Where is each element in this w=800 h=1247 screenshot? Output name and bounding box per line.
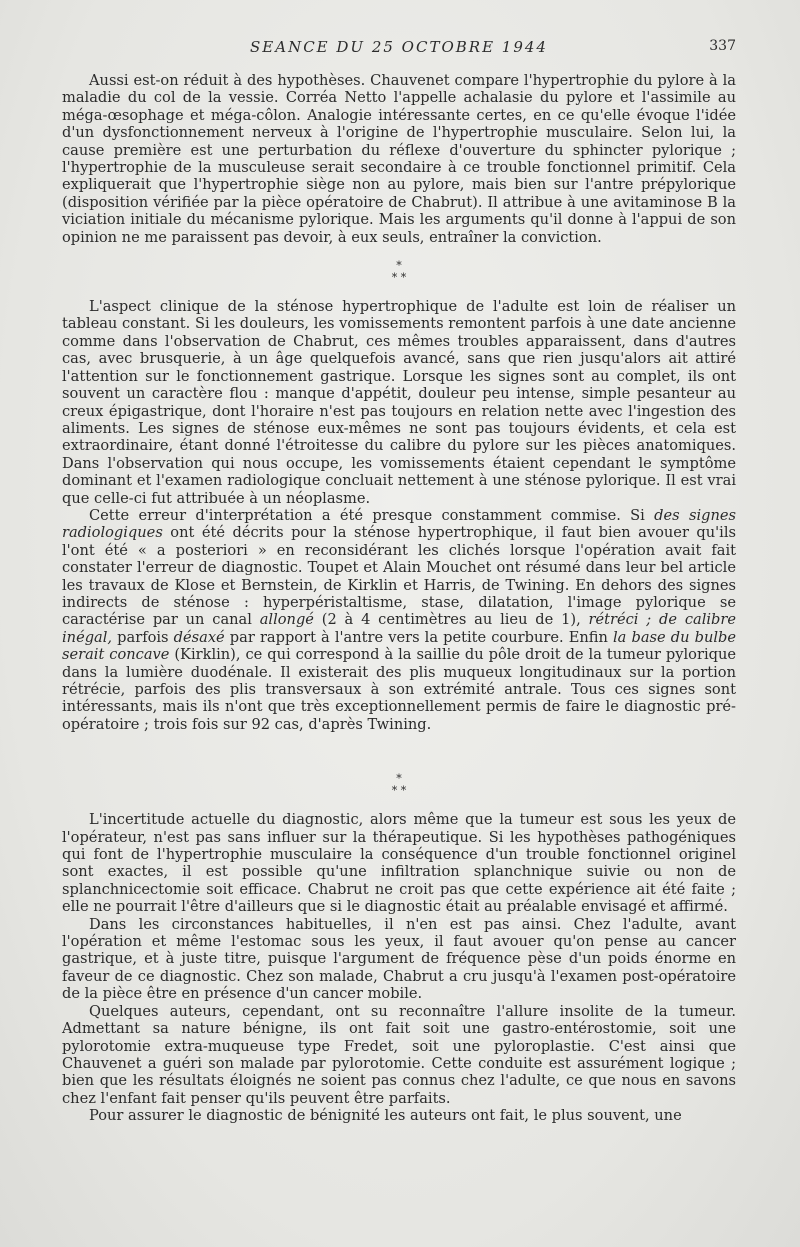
emphasis: rétréci ; de calibre inégal, bbox=[62, 611, 736, 646]
emphasis: la base du bulbe serait concave bbox=[62, 628, 736, 664]
text-run: par rapport à l'antre vers la petite courbure. Enfin bbox=[224, 628, 613, 646]
emphasis: allongé bbox=[259, 611, 314, 629]
paragraph: Quelques auteurs, cependant, ont su reconnaître l'allure insolite de la tumeur. Admettant sa nature bénigne, ils ont fait soit une gastro-entérostomie, soit une pylorotomie extra-muqueuse type Fredet, soit une pyloroplastie. C'est ainsi que Chauvenet a guéri son malade par pylorotomie. Cette conduite est assurément logique ; bien que les résultats éloignés ne soient pas connus chez l'adulte, ce que nous en savons chez l'enfant fait penser qu'ils peuvent être parfaits. bbox=[62, 1002, 736, 1107]
running-title: SEANCE DU 25 OCTOBRE 1944 bbox=[250, 38, 548, 56]
page-header bbox=[62, 38, 736, 60]
section-separator bbox=[62, 773, 736, 797]
paragraph: Pour assurer le diagnostic de bénignité les auteurs ont fait, le plus souvent, une bbox=[89, 1107, 682, 1125]
separator-stars: * * bbox=[391, 271, 407, 285]
paragraph: Aussi est-on réduit à des hypothèses. Chauvenet compare l'hypertrophie du pylore à la maladie du col de la vessie. Corréa Netto l'appelle achalasie du pylore et l'assimile au méga-œsophage et méga-côlon. Analogie intéressante certes, en ce qu'elle évoque l'idée d'un dysfonctionnement nerveux à l'origine de l'hypertrophie musculaire. Selon lui, la cause première est une perturbation du réflexe d'ouverture du sphincter pylorique ; l'hypertrophie de la musculeuse serait secondaire à ce trouble fonctionnel primitif. Cela expliquerait que l'hypertrophie siège non au pylore, mais bien sur l'antre prépylorique (disposition vérifiée par la pièce opératoire de Chabrut). Il attribue à une avitaminose B la viciation initiale du mécanisme pylorique. Mais les arguments qu'il donne à l'appui de son opinion ne me paraissent pas devoir, à eux seuls, entraîner la conviction. bbox=[62, 72, 736, 246]
paragraph bbox=[62, 507, 736, 733]
body-text bbox=[62, 72, 736, 1125]
emphasis: désaxé bbox=[173, 628, 225, 646]
text-run: (Kirklin), ce qui correspond à la saillie du pôle droit de la tumeur pylorique dans la lumière duodénale. Il existerait des plis muqueux longitudinaux sur la portion rétrécie, parfois des plis transversaux à son extrémité antrale. Tous ces signes sont intéressants, mais ils n'ont que très exceptionnellement permis de faire le diagnostic pré-opératoire ; trois fois sur 92 cas, d'après Twining. bbox=[62, 646, 736, 733]
paragraph: Dans les circonstances habituelles, il n'en est pas ainsi. Chez l'adulte, avant l'opération et même l'estomac sous les yeux, il faut avouer qu'on pense au cancer gastrique, et à juste titre, puisque l'argument de fréquence pèse d'un poids énorme en faveur de ce diagnostic. Chez son malade, Chabrut a cru jusqu'à l'examen post-opératoire de la pièce être en présence d'un cancer mobile. bbox=[62, 915, 736, 1003]
separator-star: * bbox=[396, 772, 402, 786]
paragraph: L'incertitude actuelle du diagnostic, alors même que la tumeur est sous les yeux de l'opérateur, n'est pas sans influer sur la thérapeutique. Si les hypothèses pathogéniques qui font de l'hypertrophie musculaire la conséquence d'un trouble fonctionnel originel sont exactes, il est possible qu'une infiltration splanchnique suivie ou non de splanchnicectomie soit efficace. Chabrut ne croit pas que cette expérience ait été faite ; elle ne pourrait l'être d'ailleurs que si le diagnostic était au préalable envisagé et affirmé. bbox=[62, 811, 736, 916]
text-run: parfois bbox=[112, 628, 174, 646]
paragraph: L'aspect clinique de la sténose hypertrophique de l'adulte est loin de réaliser un tableau constant. Si les douleurs, les vomissements remontent parfois à une date ancienne comme dans l'observation de Chabrut, ces mêmes troubles apparaissent, dans d'autres cas, avec brusquerie, à un âge quelquefois avancé, sans que rien jusqu'alors ait attiré l'attention sur le fonctionnement gastrique. Lorsque les signes sont au complet, ils ont souvent un caractère flou : manque d'appétit, douleur peu intense, simple pesanteur au creux épigastrique, dont l'horaire n'est pas toujours en relation nette avec l'ingestion des aliments. Les signes de sténose eux-mêmes ne sont pas toujours évidents, et cela est extraordinaire, étant donné l'étroitesse du calibre du pylore sur les pièces anatomiques. Dans l'observation qui nous occupe, les vomissements étaient cependant le symptôme dominant et l'examen radiologique concluait nettement à une sténose pylorique. Il est vrai que celle-ci fut attribuée à un néoplasme. bbox=[62, 298, 736, 507]
text-run: ont été décrits pour la sténose hypertrophique, il faut bien avouer qu'ils l'ont été « a posteriori » en reconsidérant les clichés lorsque l'opération avait fait constater l'erreur de diagnostic. Toupet et Alain Mouchet ont résumé dans leur bel article les travaux de Klose et Bernstein, de Kirklin et Harris, de Twining. En dehors des signes indirects de sténose : hyperpéristaltisme, stase, dilatation, l'image pylorique se caractérise par un canal bbox=[62, 524, 736, 629]
separator-star: * bbox=[396, 259, 402, 273]
emphasis: des signes radiologiques bbox=[62, 506, 736, 542]
separator-stars: * * bbox=[391, 784, 407, 798]
section-separator bbox=[62, 260, 736, 284]
text-run: Cette erreur d'interprétation a été presque constamment commise. Si bbox=[89, 506, 655, 524]
page-number: 337 bbox=[709, 38, 736, 54]
text-run: (2 à 4 centimètres au lieu de 1), bbox=[313, 611, 589, 629]
